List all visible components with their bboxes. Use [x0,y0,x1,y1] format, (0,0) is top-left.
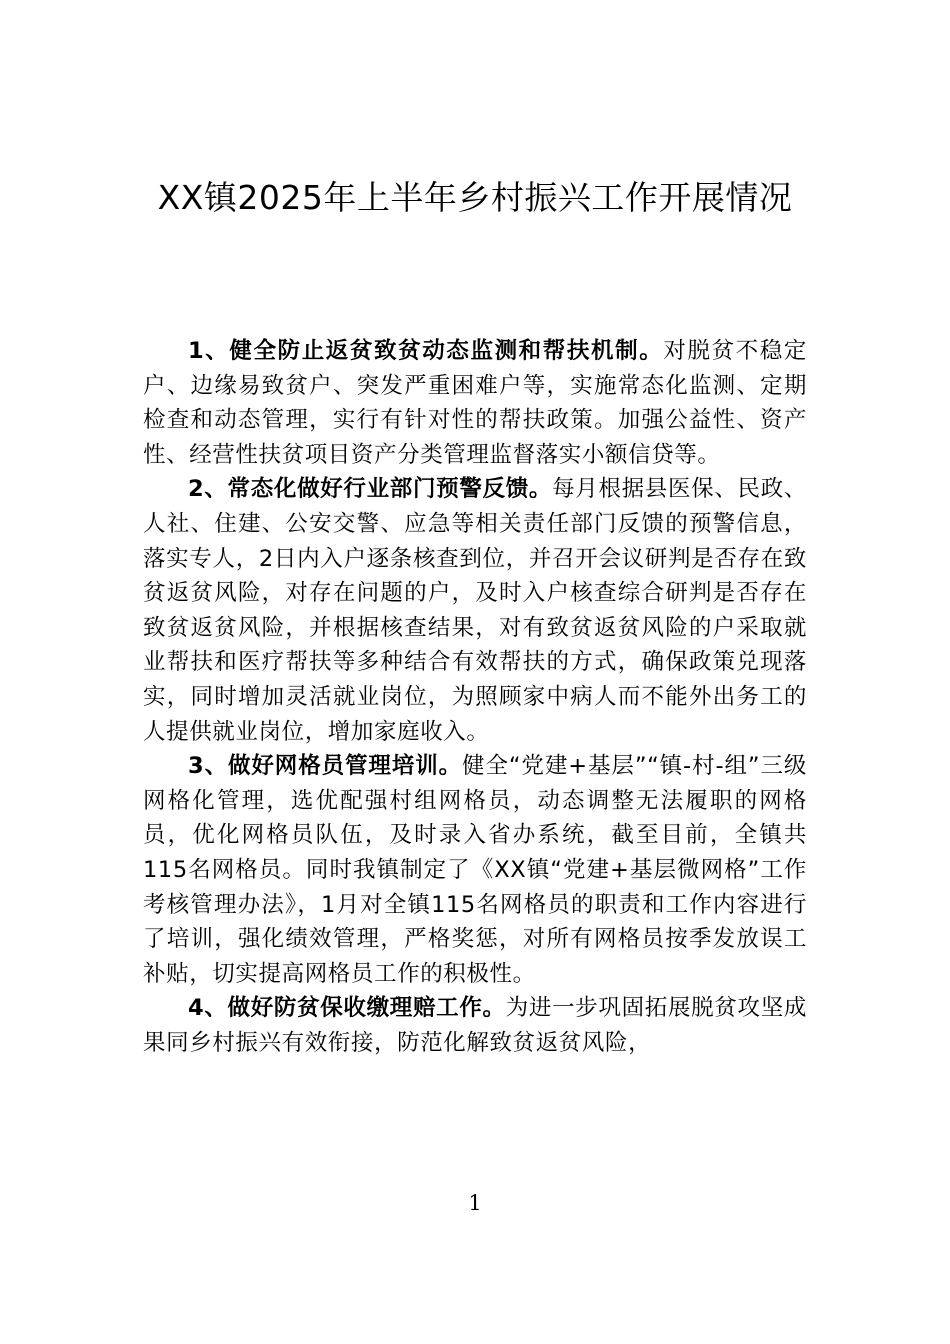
page-number: 1 [468,1191,482,1215]
paragraph-3 [143,749,807,991]
document-body [143,334,807,1060]
paragraph-3-text: 健全“党建+基层”“镇-村-组”三级网格化管理，选优配强村组网格员，动态调整无法履职的网格员，优化网格员队伍，及时录入省办系统，截至目前，全镇共115名网格员。同时我镇制定了《XX镇“党建+基层微网格”工作考核管理办法》，1月对全镇115名网格员的职责和工作内容进行了培训，强化绩效管理，严格奖惩，对所有网格员按季发放误工补贴，切实提高网格员工作的积极性。 [143,753,807,987]
paragraph-3-heading: 3、做好网格员管理培训。 [188,753,463,780]
paragraph-2 [143,472,807,749]
paragraph-1-text: 对脱贫不稳定户、边缘易致贫户、突发严重困难户等，实施常态化监测、定期检查和动态管理，实行有针对性的帮扶政策。加强公益性、资产性、经营性扶贫项目资产分类管理监督落实小额信贷等。 [143,338,807,468]
paragraph-4-text: 为进一步巩固拓展脱贫攻坚成果同乡村振兴有效衔接，防范化解致贫返贫风险， [143,995,807,1056]
paragraph-1 [143,334,807,472]
paragraph-1-heading: 1、健全防止返贫致贫动态监测和帮扶机制。 [188,338,664,364]
document-title: XX镇2025年上半年乡村振兴工作开展情况 [157,178,793,217]
paragraph-2-text: 每月根据县医保、民政、人社、住建、公安交警、应急等相关责任部门反馈的预警信息，落实专人，2日内入户逐条核查到位，并召开会议研判是否存在致贫返贫风险，对存在问题的户，及时入户核查综合研判是否存在致贫返贫风险，并根据核查结果，对有致贫返贫风险的户采取就业帮扶和医疗帮扶等多种结合有效帮扶的方式，确保政策兑现落实，同时增加灵活就业岗位，为照顾家中病人而不能外出务工的人提供就业岗位，增加家庭收入。 [143,476,807,745]
paragraph-4 [143,991,807,1060]
paragraph-4-heading: 4、做好防贫保收缴理赔工作。 [188,995,506,1022]
paragraph-2-heading: 2、常态化做好行业部门预警反馈。 [188,476,553,503]
